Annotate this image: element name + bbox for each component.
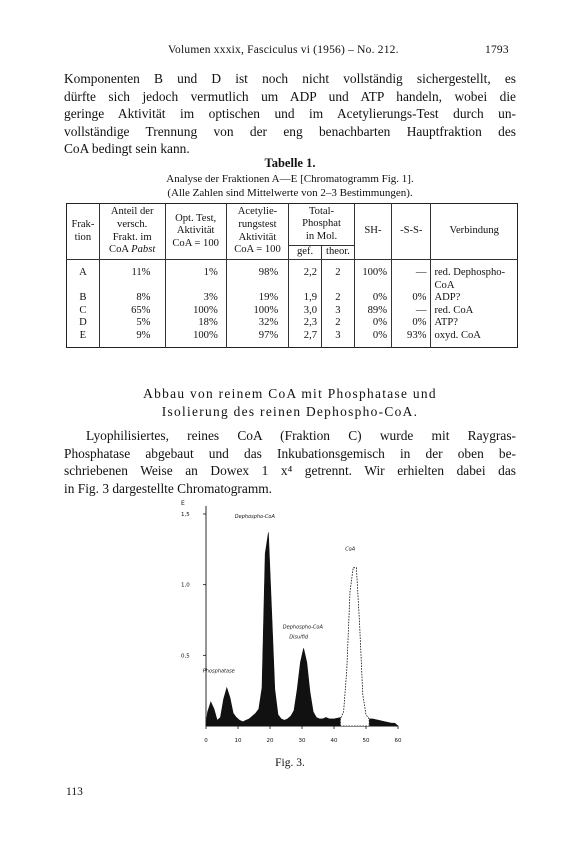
table-cell-verbindung: red. Dephospho- CoA [434, 267, 506, 291]
table-cell-opt: 100% [165, 305, 226, 318]
text-line: dürfte sich jedoch vermutlich um ADP und ATP handeln, wobei die [64, 88, 516, 104]
table-caption: (Alle Zahlen sind Mittelwerte von 2–3 Bestimmungen). [167, 187, 413, 199]
x-tick-label: 20 [266, 738, 274, 744]
table-cell-gef: 2,3 [289, 317, 322, 330]
text-line: Komponenten B und D ist noch nicht vollständig sichergestellt, es [64, 71, 516, 86]
table-row [67, 260, 518, 293]
col-header-anteil: Anteil der versch. Frakt. im CoA Pabst [99, 204, 165, 260]
table-cell-verbindung: red. CoA [434, 304, 474, 316]
annotation-label: Dephospho-CoA [282, 624, 323, 631]
table-cell-gef: 3,0 [289, 305, 322, 318]
x-tick-label: 30 [298, 738, 306, 744]
intro-paragraph [64, 70, 516, 158]
x-tick-label: 60 [394, 738, 402, 744]
annotation-label: Disulfid [289, 634, 309, 641]
text-line: in Fig. 3 dargestellte Chromatogramm. [64, 480, 273, 496]
table-cell-anteil: 5% [99, 317, 165, 330]
table-cell-verbindung: ATP? [434, 317, 458, 329]
text-line: CoA bedingt sein kann. [64, 141, 190, 157]
table-cell-theor: 3 [322, 330, 355, 347]
y-axis-label: E [181, 500, 185, 507]
table-cell-frak: B [67, 292, 100, 305]
col-header-sh: SH- [354, 204, 391, 260]
x-tick-label: 10 [234, 738, 242, 744]
table-body [67, 260, 518, 348]
table-cell-opt: 3% [165, 292, 226, 305]
text-line: vollständige Trennung von der eng benachbarten Hauptfraktion des [64, 123, 516, 139]
table-cell-ss: — [392, 305, 431, 318]
text-line: geringe Aktivität im optischen und im Acetylierungs-Test durch un- [64, 106, 516, 122]
table-cell-acet: 32% [226, 317, 288, 330]
text-line: schriebenen Weise an Dowex 1 x⁴ getrennt. Wir erhielten dabei das [64, 463, 516, 479]
table-row [67, 330, 518, 347]
x-tick-label: 0 [204, 738, 208, 744]
table-cell-sh: 0% [354, 292, 391, 305]
table-cell-anteil: 8% [99, 292, 165, 305]
annotation-label: CoA [345, 546, 356, 553]
table-cell-frak: A [67, 260, 100, 293]
footer-number: 113 [66, 786, 83, 798]
table-cell-acet: 19% [226, 292, 288, 305]
table-cell-theor: 2 [322, 317, 355, 330]
table-cell-frak: D [67, 317, 100, 330]
analysis-table [66, 203, 518, 348]
body-paragraph [64, 427, 516, 497]
table-cell-theor: 2 [322, 292, 355, 305]
table-cell-frak: E [67, 330, 100, 347]
y-tick-label: 0,5 [181, 653, 190, 660]
table-cell-acet: 100% [226, 305, 288, 318]
table-cell-ss: 0% [392, 317, 431, 330]
col-header-gef: gef. [289, 246, 322, 260]
table-cell-sh: 0% [354, 330, 391, 347]
table-cell-theor: 2 [322, 260, 355, 293]
table-cell-anteil: 9% [99, 330, 165, 347]
table-cell-opt: 18% [165, 317, 226, 330]
section-heading: Abbau von reinem CoA mit Phosphatase und [143, 386, 437, 401]
section-heading: Isolierung des reinen Dephospho-CoA. [161, 404, 419, 419]
table-cell-opt: 1% [165, 260, 226, 293]
table-cell-sh: 100% [354, 260, 391, 293]
table-cell-sh: 89% [354, 305, 391, 318]
table-cell-gef: 1,9 [289, 292, 322, 305]
figure-caption: Fig. 3. [275, 757, 305, 769]
table-cell-acet: 97% [226, 330, 288, 347]
table-cell-verbindung: ADP? [434, 292, 461, 304]
col-header-fraktion: Frak- tion [67, 204, 100, 260]
y-tick-label: 1,0 [181, 582, 190, 589]
text-line: Phosphatase abgebaut und das Inkubationsgemisch in der oben be- [64, 445, 516, 461]
col-header-ss: -S-S- [392, 204, 431, 260]
table-cell-gef: 2,7 [289, 330, 322, 347]
col-header-verbindung: Verbindung [431, 204, 518, 260]
table-cell-anteil: 65% [99, 305, 165, 318]
table-row [67, 292, 518, 305]
col-header-theor: theor. [322, 246, 355, 260]
table-cell-ss: 0% [392, 292, 431, 305]
col-header-opt-test: Opt. Test, Aktivität CoA = 100 [165, 204, 226, 260]
running-title: Volumen xxxix, Fasciculus vi (1956) – No. 212. [168, 44, 399, 56]
table-cell-acet: 98% [226, 260, 288, 293]
table-cell-opt: 100% [165, 330, 226, 347]
text-line: Lyophilisiertes, reines CoA (Fraktion C) wurde mit Raygras- [86, 428, 516, 443]
table-row [67, 305, 518, 318]
y-tick-label: 1,5 [181, 512, 190, 518]
table-cell-ss: — [392, 260, 431, 293]
col-header-acetylierung: Acetylie- rungstest Aktivität CoA = 100 [226, 204, 288, 260]
table-cell-frak: C [67, 305, 100, 318]
col-header-total-phosphat: Total- Phosphat in Mol. [289, 204, 355, 246]
page-number: 1793 [485, 44, 509, 56]
chromatogram-chart [150, 494, 430, 756]
x-tick-label: 50 [362, 738, 370, 744]
table-cell-sh: 0% [354, 317, 391, 330]
annotation-label: Phosphatase [202, 668, 235, 675]
annotation-label: Dephospho-CoA [234, 514, 275, 521]
table-cell-ss: 93% [392, 330, 431, 347]
table-cell-theor: 3 [322, 305, 355, 318]
table-cell-verbindung: oxyd. CoA [434, 329, 481, 341]
table-cell-anteil: 11% [99, 260, 165, 293]
table-title: Tabelle 1. [264, 156, 316, 170]
table-header-row [67, 204, 518, 246]
x-tick-label: 40 [330, 738, 338, 744]
table-caption: Analyse der Fraktionen A—E [Chromatogramm Fig. 1]. [166, 173, 414, 185]
series-outline-coa [340, 568, 369, 726]
table-row [67, 317, 518, 330]
table-cell-gef: 2,2 [289, 260, 322, 293]
